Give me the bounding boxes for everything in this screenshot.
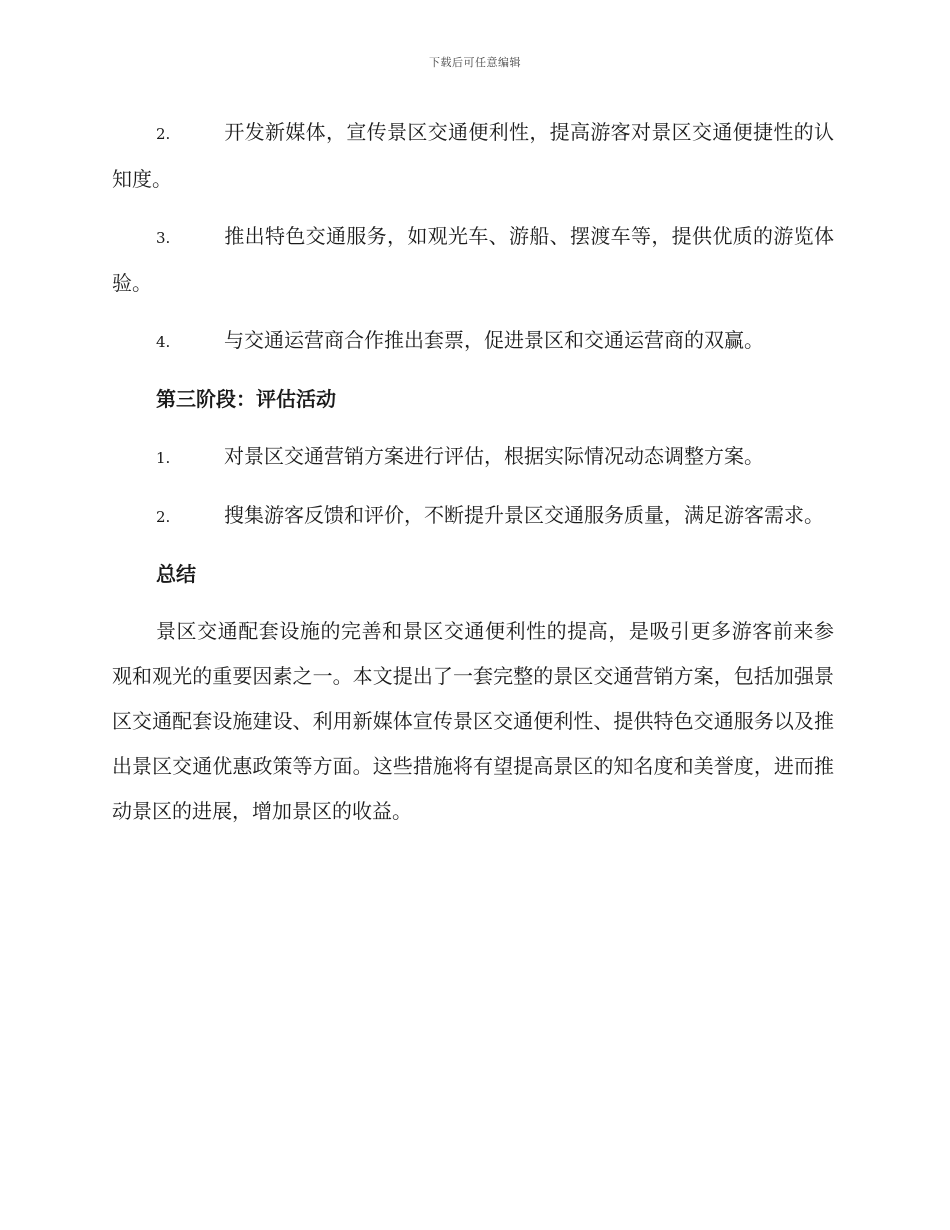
summary-paragraph: 景区交通配套设施的完善和景区交通便利性的提高，是吸引更多游客前来参观和观光的重要因素之一。本文提出了一套完整的景区交通营销方案，包括加强景区交通配套设施建设、利用新媒体宣传景区交通便利性、提供特色交通服务以及推出景区交通优惠政策等方面。这些措施将有望提高景区的知名度和美誉度，进而推动景区的进展，增加景区的收益。 [112,619,834,823]
page-header-note: 下载后可任意编辑 [429,56,521,69]
list-text: 搜集游客反馈和评价，不断提升景区交通服务质量，满足游客需求。 [224,503,824,527]
section-heading-summary: 总结 [156,562,196,586]
list-number: 2. [156,508,171,526]
list-text: 与交通运营商合作推出套票，促进景区和交通运营商的双赢。 [224,328,764,352]
list-number: 4. [156,333,171,351]
list-item [112,493,834,540]
list-text: 对景区交通营销方案进行评估，根据实际情况动态调整方案。 [224,444,764,468]
list-number: 1. [156,449,171,467]
section-heading-stage3: 第三阶段：评估活动 [156,387,336,411]
list-item [112,214,834,306]
list-text: 开发新媒体，宣传景区交通便利性，提高游客对景区交通便捷性的认知度。 [112,120,834,191]
list-item [112,110,834,202]
list-item [112,318,834,365]
list-item [112,434,834,481]
list-text: 推出特色交通服务，如观光车、游船、摆渡车等，提供优质的游览体验。 [112,224,834,295]
document-body [112,110,834,834]
list-number: 2. [156,125,171,143]
list-number: 3. [156,229,171,247]
